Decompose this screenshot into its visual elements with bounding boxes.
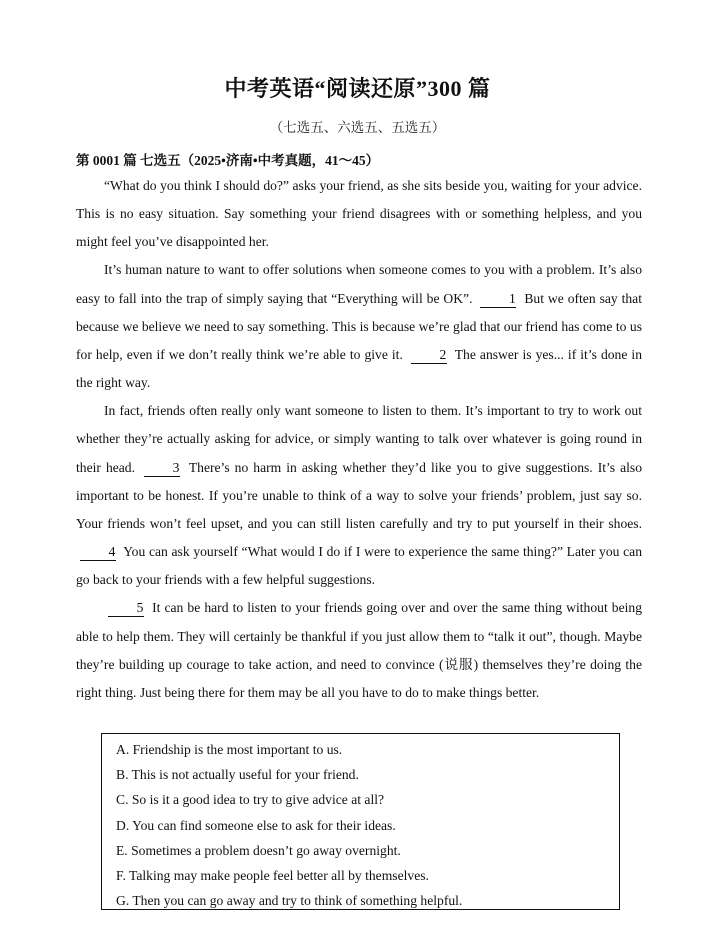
paragraph-text: There’s no harm in asking whether they’d like you to give suggestions. It’s also important to be honest. If you’re unable to think of a way to solve your friends’ problem, just say so. Your friends won’t feel upset, and you can still listen carefully and try to put yourself in their shoes. bbox=[76, 459, 643, 531]
document-title: 中考英语“阅读还原”300 篇 bbox=[224, 76, 491, 101]
passage-heading: 第 0001 篇 七选五（2025•济南•中考真题，41～45） bbox=[76, 153, 380, 168]
option-g: G. Then you can go away and try to think of something helpful. bbox=[116, 893, 463, 909]
paragraph-text: In fact, friends often really only want someone to listen to them. It’s important to try to work out whether they’re actually asking for advice, or simply wanting to talk over whatever is going round in their head. bbox=[76, 403, 642, 475]
option-b: B. This is not actually useful for your friend. bbox=[116, 767, 359, 783]
paragraph-4 bbox=[76, 594, 642, 707]
paragraph-3 bbox=[76, 397, 642, 594]
blank-3: 3 bbox=[144, 460, 180, 477]
paragraph-text: But we often say that because we believe we need to say something. This is because we’re glad that our friend has come to us for help, even if we don’t really think we’re able to give it. bbox=[76, 290, 642, 362]
blank-2: 2 bbox=[411, 347, 447, 364]
paragraph-text: “What do you think I should do?” asks your friend, as she sits beside you, waiting for your advice. This is no easy situation. Say something your friend disagrees with or something helpless, and you might feel you’ve disappointed her. bbox=[76, 178, 642, 250]
paragraph-2 bbox=[76, 256, 642, 397]
option-e: E. Sometimes a problem doesn’t go away overnight. bbox=[116, 842, 401, 858]
option-f: F. Talking may make people feel better all by themselves. bbox=[116, 867, 429, 883]
blank-5: 5 bbox=[108, 600, 144, 617]
paragraph-text: It can be hard to listen to your friends going over and over the same thing without being able to help them. They will certainly be thankful if you just allow them to “talk it out”, though. Maybe they’re building up courage to take action, and need to convince (说服) themselves they’re doing the right thing. Just being there for them may be all you have to do to make things better. bbox=[76, 600, 643, 700]
document-subtitle: （七选五、六选五、五选五） bbox=[269, 120, 446, 135]
passage-body bbox=[76, 172, 642, 707]
option-a: A. Friendship is the most important to us. bbox=[116, 742, 343, 757]
blank-1: 1 bbox=[480, 291, 516, 308]
option-d: D. You can find someone else to ask for their ideas. bbox=[116, 817, 396, 833]
paragraph-text: The answer is yes... if it’s done in the right way. bbox=[76, 346, 642, 391]
blank-4: 4 bbox=[80, 544, 116, 561]
options-box bbox=[101, 733, 620, 910]
paragraph-text: It’s human nature to want to offer solutions when someone comes to you with a problem. It’s also easy to fall into the trap of simply saying that “Everything will be OK”. bbox=[76, 262, 642, 306]
paragraph-text: You can ask yourself “What would I do if I were to experience the same thing?” Later you can go back to your friends with a few helpful suggestions. bbox=[76, 544, 642, 588]
paragraph-1 bbox=[76, 172, 642, 256]
option-c: C. So is it a good idea to try to give advice at all? bbox=[116, 792, 385, 808]
